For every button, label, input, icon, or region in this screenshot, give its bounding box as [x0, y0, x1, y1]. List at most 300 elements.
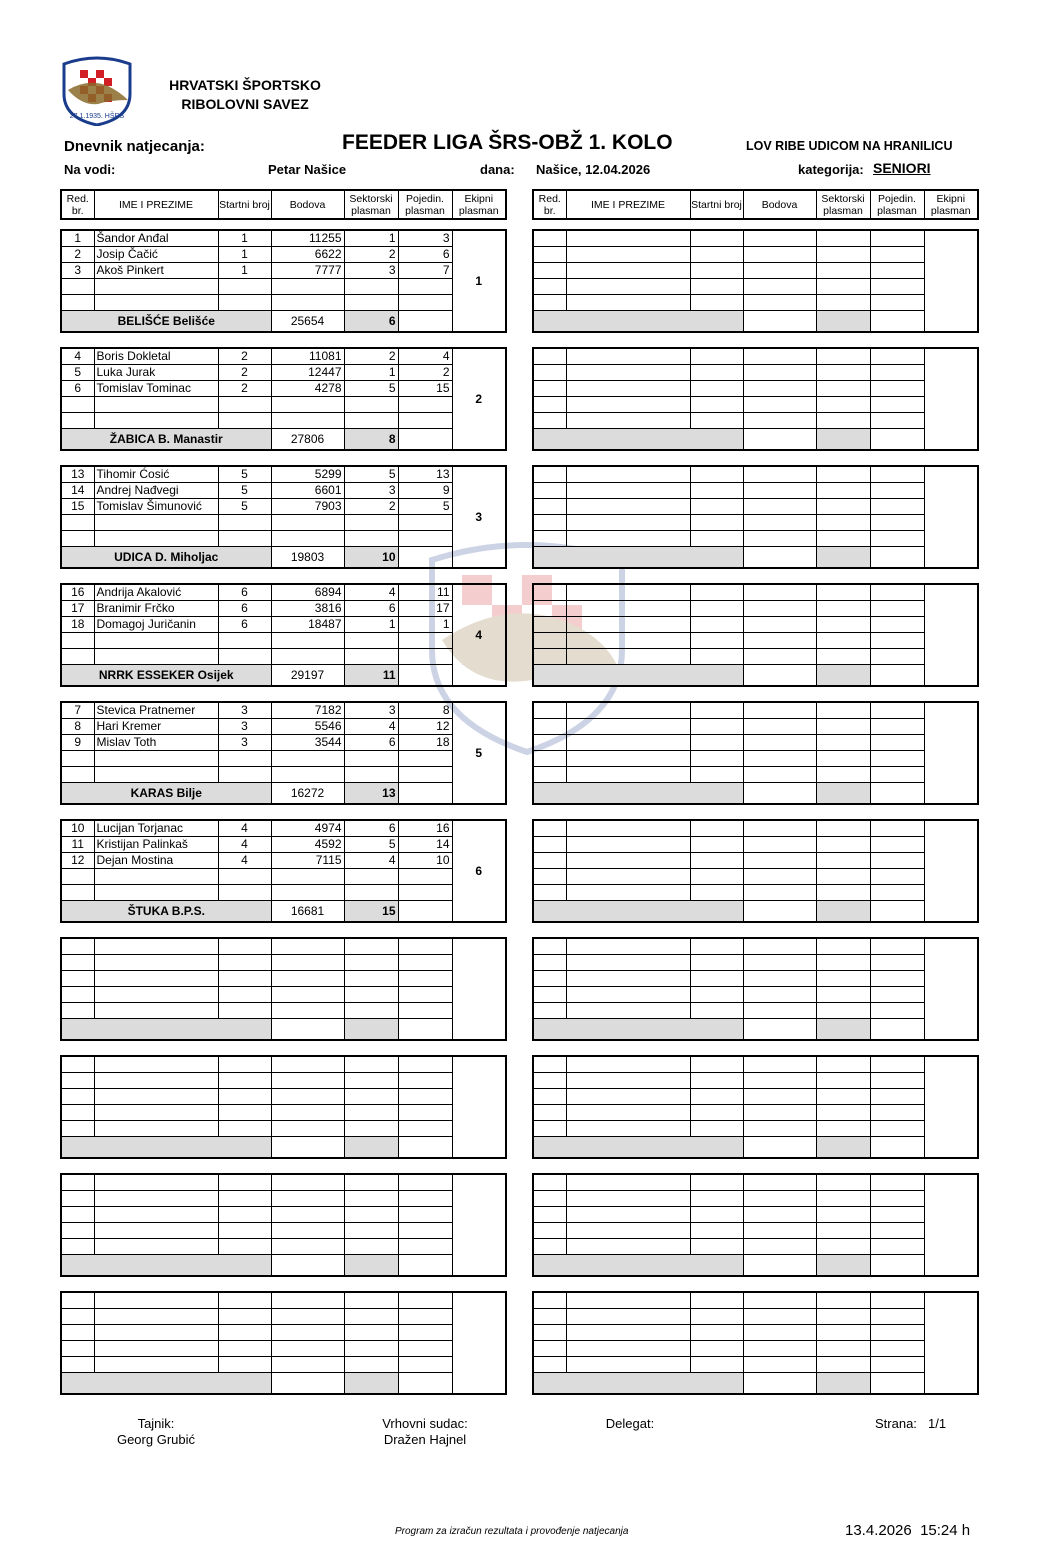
- individual-place: [398, 649, 452, 665]
- competitor-points: [271, 397, 344, 413]
- team-total-row: [533, 1019, 978, 1041]
- secretary: [100, 1416, 212, 1448]
- start-number: 2: [218, 348, 271, 365]
- empty-cell: [743, 413, 816, 429]
- start-number: [218, 515, 271, 531]
- team-total-row: [61, 1255, 506, 1277]
- competitor-row: [533, 499, 978, 515]
- competitor-row: [533, 1309, 978, 1325]
- competitor-points: 3816: [271, 601, 344, 617]
- competitor-name: Hari Kremer: [94, 719, 218, 735]
- empty-cell: [566, 1357, 690, 1373]
- competitor-row: [61, 1223, 506, 1239]
- competitor-row: [533, 853, 978, 869]
- empty-cell: [566, 230, 690, 247]
- empty-cell: [690, 531, 743, 547]
- start-number: 5: [218, 499, 271, 515]
- col-red: Red. br.: [61, 190, 94, 219]
- sector-place: [344, 885, 398, 901]
- empty-cell: [533, 1223, 566, 1239]
- empty-cell: [743, 1121, 816, 1137]
- empty-cell: [690, 1309, 743, 1325]
- empty-cell: [816, 1357, 870, 1373]
- competitor-points: [271, 1223, 344, 1239]
- start-number: 2: [218, 365, 271, 381]
- team-block: [60, 819, 507, 923]
- empty-cell: [690, 601, 743, 617]
- team-total-row: [533, 547, 978, 569]
- start-number: [218, 1105, 271, 1121]
- empty-cell: [690, 767, 743, 783]
- empty-cell: [743, 263, 816, 279]
- sector-place: [344, 1292, 398, 1309]
- empty-cell: [566, 279, 690, 295]
- empty-cell: [870, 633, 924, 649]
- competitor-name: [94, 1207, 218, 1223]
- empty-cell: [566, 971, 690, 987]
- competitor-row: [61, 1341, 506, 1357]
- competitor-name: [94, 1003, 218, 1019]
- competitor-row: [533, 397, 978, 413]
- empty-cell: [566, 1341, 690, 1357]
- empty-cell: [533, 955, 566, 971]
- competitor-name: [94, 938, 218, 955]
- empty-cell: [533, 466, 566, 483]
- team-block-empty: [532, 1291, 979, 1395]
- empty-cell: [533, 837, 566, 853]
- competitor-row: [533, 1174, 978, 1191]
- empty-cell: [743, 1341, 816, 1357]
- sector-place: [344, 938, 398, 955]
- competitor-points: [271, 885, 344, 901]
- sector-place: [344, 1089, 398, 1105]
- competitor-row: [61, 247, 506, 263]
- team-sector-sum: [816, 1373, 870, 1395]
- individual-place: [398, 971, 452, 987]
- team-block: [60, 347, 507, 451]
- col-name: IME I PREZIME: [94, 190, 218, 219]
- competitor-row: [533, 885, 978, 901]
- competitor-name: Josip Čačić: [94, 247, 218, 263]
- empty-cell: [870, 397, 924, 413]
- team-total-row: [533, 311, 978, 333]
- team-points: [271, 1019, 344, 1041]
- team-rank: [452, 1292, 506, 1394]
- sector-place: [344, 1341, 398, 1357]
- row-number: [61, 531, 94, 547]
- competitor-points: [271, 1325, 344, 1341]
- empty-cell: [533, 1292, 566, 1309]
- competitor-points: 7182: [271, 702, 344, 719]
- empty-cell: [870, 837, 924, 853]
- empty-cell: [870, 649, 924, 665]
- empty-cell: [870, 547, 924, 569]
- competitor-name: [94, 413, 218, 429]
- row-number: 1: [61, 230, 94, 247]
- individual-place: [398, 1292, 452, 1309]
- start-number: 6: [218, 617, 271, 633]
- row-number: 6: [61, 381, 94, 397]
- empty-cell: [566, 719, 690, 735]
- competitor-row: [533, 955, 978, 971]
- empty-cell: [566, 1309, 690, 1325]
- competitor-row: [533, 1191, 978, 1207]
- empty-cell: [870, 971, 924, 987]
- competitor-row: [61, 955, 506, 971]
- competitor-points: [271, 1207, 344, 1223]
- sector-place: 4: [344, 584, 398, 601]
- competitor-row: [533, 381, 978, 397]
- sector-place: 1: [344, 230, 398, 247]
- start-number: 1: [218, 263, 271, 279]
- competitor-name: [94, 1357, 218, 1373]
- competitor-name: [94, 1121, 218, 1137]
- team-name: BELIŠĆE Belišće: [61, 311, 271, 333]
- water-value: Petar Našice: [268, 162, 347, 177]
- start-number: [218, 295, 271, 311]
- competitor-row: [61, 1105, 506, 1121]
- empty-cell: [870, 1105, 924, 1121]
- team-rank: [924, 1056, 978, 1158]
- empty-cell: [816, 1073, 870, 1089]
- empty-cell: [533, 601, 566, 617]
- team-block: [60, 229, 507, 333]
- competitor-name: Branimir Frčko: [94, 601, 218, 617]
- team-points: [743, 901, 816, 923]
- empty-cell: [533, 499, 566, 515]
- empty-cell: [690, 1056, 743, 1073]
- empty-cell: [870, 1056, 924, 1073]
- individual-place: [398, 1341, 452, 1357]
- empty-cell: [870, 665, 924, 687]
- competitor-row: [61, 1239, 506, 1255]
- team-sector-sum: [344, 1137, 398, 1159]
- competitor-name: Andrej Nađvegi: [94, 483, 218, 499]
- empty-cell: [690, 413, 743, 429]
- team-block-empty: [532, 465, 979, 569]
- individual-place: [398, 1121, 452, 1137]
- competitor-name: [94, 295, 218, 311]
- empty-cell: [816, 381, 870, 397]
- competitor-name: Šandor Anđal: [94, 230, 218, 247]
- empty-cell: [566, 617, 690, 633]
- team-name: UDICA D. Miholjac: [61, 547, 271, 569]
- empty-cell: [566, 381, 690, 397]
- empty-cell: [690, 483, 743, 499]
- sector-place: 5: [344, 381, 398, 397]
- empty-cell: [566, 413, 690, 429]
- empty-cell: [816, 295, 870, 311]
- start-number: [218, 531, 271, 547]
- start-number: [218, 397, 271, 413]
- sector-place: 5: [344, 837, 398, 853]
- sector-place: [344, 1003, 398, 1019]
- empty-cell: [870, 263, 924, 279]
- empty-cell: [870, 783, 924, 805]
- sector-place: [344, 1174, 398, 1191]
- individual-place: 6: [398, 247, 452, 263]
- competitor-points: [271, 1003, 344, 1019]
- competitor-points: 5546: [271, 719, 344, 735]
- empty-cell: [816, 230, 870, 247]
- sector-place: [344, 1357, 398, 1373]
- delegate-label: Delegat:: [605, 1416, 655, 1431]
- competitor-row: [533, 348, 978, 365]
- empty-cell: [533, 1239, 566, 1255]
- empty-cell: [870, 987, 924, 1003]
- empty-cell: [566, 263, 690, 279]
- empty-cell: [566, 702, 690, 719]
- competitor-row: [61, 869, 506, 885]
- individual-place: 10: [398, 853, 452, 869]
- team-sector-sum: 15: [344, 901, 398, 923]
- diary-label: Dnevnik natjecanja:: [64, 138, 205, 155]
- start-number: 5: [218, 483, 271, 499]
- competitor-row: [61, 1121, 506, 1137]
- empty-cell: [870, 719, 924, 735]
- competitor-name: [94, 955, 218, 971]
- competitor-points: [271, 1239, 344, 1255]
- individual-place: [398, 885, 452, 901]
- empty-cell: [870, 702, 924, 719]
- team-name: [533, 547, 743, 569]
- individual-place: [398, 1239, 452, 1255]
- empty-cell: [870, 584, 924, 601]
- team-rank: 3: [452, 466, 506, 568]
- row-number: [61, 1309, 94, 1325]
- row-number: 3: [61, 263, 94, 279]
- team-sector-sum: [344, 1255, 398, 1277]
- competitor-points: [271, 1309, 344, 1325]
- empty-cell: [533, 483, 566, 499]
- competitor-row: [533, 971, 978, 987]
- empty-cell: [816, 1341, 870, 1357]
- competitor-points: [271, 1089, 344, 1105]
- empty-cell: [533, 649, 566, 665]
- empty-cell: [870, 1207, 924, 1223]
- competitor-row: [533, 633, 978, 649]
- competitor-name: [94, 751, 218, 767]
- team-rank: [452, 1174, 506, 1276]
- competitor-points: [271, 279, 344, 295]
- team-block: [60, 937, 507, 1041]
- empty-cell: [870, 735, 924, 751]
- competitor-points: [271, 1105, 344, 1121]
- start-number: [218, 633, 271, 649]
- empty-cell: [816, 767, 870, 783]
- competitor-row: [533, 1357, 978, 1373]
- empty-cell: [690, 1341, 743, 1357]
- empty-cell: [398, 1019, 452, 1041]
- team-rank: [452, 1056, 506, 1158]
- empty-cell: [690, 885, 743, 901]
- empty-cell: [690, 702, 743, 719]
- start-number: [218, 1341, 271, 1357]
- empty-cell: [870, 955, 924, 971]
- empty-cell: [566, 515, 690, 531]
- empty-cell: [870, 247, 924, 263]
- row-number: [61, 869, 94, 885]
- start-number: [218, 1309, 271, 1325]
- print-timestamp: 13.4.2026 15:24 h: [845, 1522, 971, 1539]
- competitor-points: [271, 938, 344, 955]
- empty-cell: [816, 1089, 870, 1105]
- empty-cell: [816, 938, 870, 955]
- start-number: [218, 413, 271, 429]
- empty-cell: [743, 1239, 816, 1255]
- start-number: 3: [218, 719, 271, 735]
- team-sector-sum: 8: [344, 429, 398, 451]
- sector-place: 3: [344, 483, 398, 499]
- team-rank: [924, 1174, 978, 1276]
- empty-cell: [566, 584, 690, 601]
- sector-place: [344, 1325, 398, 1341]
- empty-cell: [533, 381, 566, 397]
- competitor-points: 7777: [271, 263, 344, 279]
- empty-cell: [816, 955, 870, 971]
- empty-cell: [690, 987, 743, 1003]
- empty-cell: [870, 365, 924, 381]
- empty-cell: [816, 971, 870, 987]
- empty-cell: [743, 348, 816, 365]
- start-number: [218, 1003, 271, 1019]
- empty-cell: [533, 365, 566, 381]
- individual-place: [398, 1073, 452, 1089]
- individual-place: 16: [398, 820, 452, 837]
- empty-cell: [566, 1207, 690, 1223]
- competitor-name: [94, 279, 218, 295]
- start-number: [218, 751, 271, 767]
- empty-cell: [816, 365, 870, 381]
- empty-cell: [743, 820, 816, 837]
- empty-cell: [743, 531, 816, 547]
- competitor-name: [94, 1089, 218, 1105]
- empty-cell: [690, 853, 743, 869]
- competitor-row: [61, 1292, 506, 1309]
- team-total-row: [61, 1137, 506, 1159]
- empty-cell: [870, 617, 924, 633]
- empty-cell: [690, 515, 743, 531]
- start-number: [218, 938, 271, 955]
- empty-cell: [566, 1239, 690, 1255]
- row-number: [61, 1089, 94, 1105]
- empty-cell: [533, 1207, 566, 1223]
- empty-cell: [870, 1089, 924, 1105]
- row-number: [61, 1121, 94, 1137]
- empty-cell: [743, 1309, 816, 1325]
- team-block: [60, 1173, 507, 1277]
- competitor-row: [533, 938, 978, 955]
- delegate: [590, 1416, 670, 1432]
- competitor-points: [271, 955, 344, 971]
- empty-cell: [533, 767, 566, 783]
- empty-cell: [816, 1105, 870, 1121]
- sector-place: [344, 1105, 398, 1121]
- team-rank: [452, 938, 506, 1040]
- competitor-points: [271, 633, 344, 649]
- competitor-row: [533, 1325, 978, 1341]
- empty-cell: [743, 499, 816, 515]
- row-number: [61, 971, 94, 987]
- empty-cell: [870, 767, 924, 783]
- individual-place: 17: [398, 601, 452, 617]
- competitor-name: [94, 869, 218, 885]
- empty-cell: [566, 348, 690, 365]
- empty-cell: [816, 279, 870, 295]
- individual-place: 5: [398, 499, 452, 515]
- team-rank: [924, 1292, 978, 1394]
- competitor-points: 12447: [271, 365, 344, 381]
- start-number: [218, 1174, 271, 1191]
- row-number: [61, 1292, 94, 1309]
- col-sector: Sektorski plasman: [344, 190, 398, 219]
- team-sector-sum: [816, 665, 870, 687]
- team-name: [533, 901, 743, 923]
- team-sector-sum: [816, 547, 870, 569]
- sector-place: [344, 869, 398, 885]
- competitor-name: [94, 767, 218, 783]
- empty-cell: [870, 820, 924, 837]
- competitor-name: Kristijan Palinkaš: [94, 837, 218, 853]
- start-number: [218, 869, 271, 885]
- empty-cell: [690, 735, 743, 751]
- organization-name: [150, 76, 340, 114]
- col-start: Startni broj: [690, 190, 743, 219]
- empty-cell: [743, 295, 816, 311]
- sector-place: [344, 531, 398, 547]
- column-header-left: [60, 189, 507, 220]
- competitor-points: [271, 531, 344, 547]
- sector-place: 4: [344, 853, 398, 869]
- sector-place: 6: [344, 735, 398, 751]
- competitor-row: [61, 263, 506, 279]
- competitor-name: Andrija Akalović: [94, 584, 218, 601]
- row-number: 5: [61, 365, 94, 381]
- empty-cell: [690, 279, 743, 295]
- competitor-row: [61, 1174, 506, 1191]
- team-block: [60, 1291, 507, 1395]
- competitor-row: [61, 649, 506, 665]
- individual-place: [398, 987, 452, 1003]
- page-label: Strana:: [875, 1416, 917, 1431]
- competitor-name: [94, 633, 218, 649]
- team-points: [271, 1255, 344, 1277]
- empty-cell: [533, 1191, 566, 1207]
- team-rank: [924, 820, 978, 922]
- competitor-points: [271, 1056, 344, 1073]
- empty-cell: [743, 1207, 816, 1223]
- competitor-name: [94, 1325, 218, 1341]
- empty-cell: [743, 853, 816, 869]
- team-sector-sum: [344, 1373, 398, 1395]
- row-number: [61, 1341, 94, 1357]
- team-block-empty: [532, 347, 979, 451]
- competitor-name: Tihomir Ćosić: [94, 466, 218, 483]
- empty-cell: [566, 987, 690, 1003]
- empty-cell: [690, 820, 743, 837]
- empty-cell: [566, 633, 690, 649]
- empty-cell: [566, 853, 690, 869]
- individual-place: 9: [398, 483, 452, 499]
- competitor-points: [271, 869, 344, 885]
- empty-cell: [566, 885, 690, 901]
- chief-judge: [360, 1416, 490, 1448]
- competitor-points: 6601: [271, 483, 344, 499]
- row-number: 17: [61, 601, 94, 617]
- competitor-row: [533, 649, 978, 665]
- team-block: [60, 1055, 507, 1159]
- empty-cell: [533, 971, 566, 987]
